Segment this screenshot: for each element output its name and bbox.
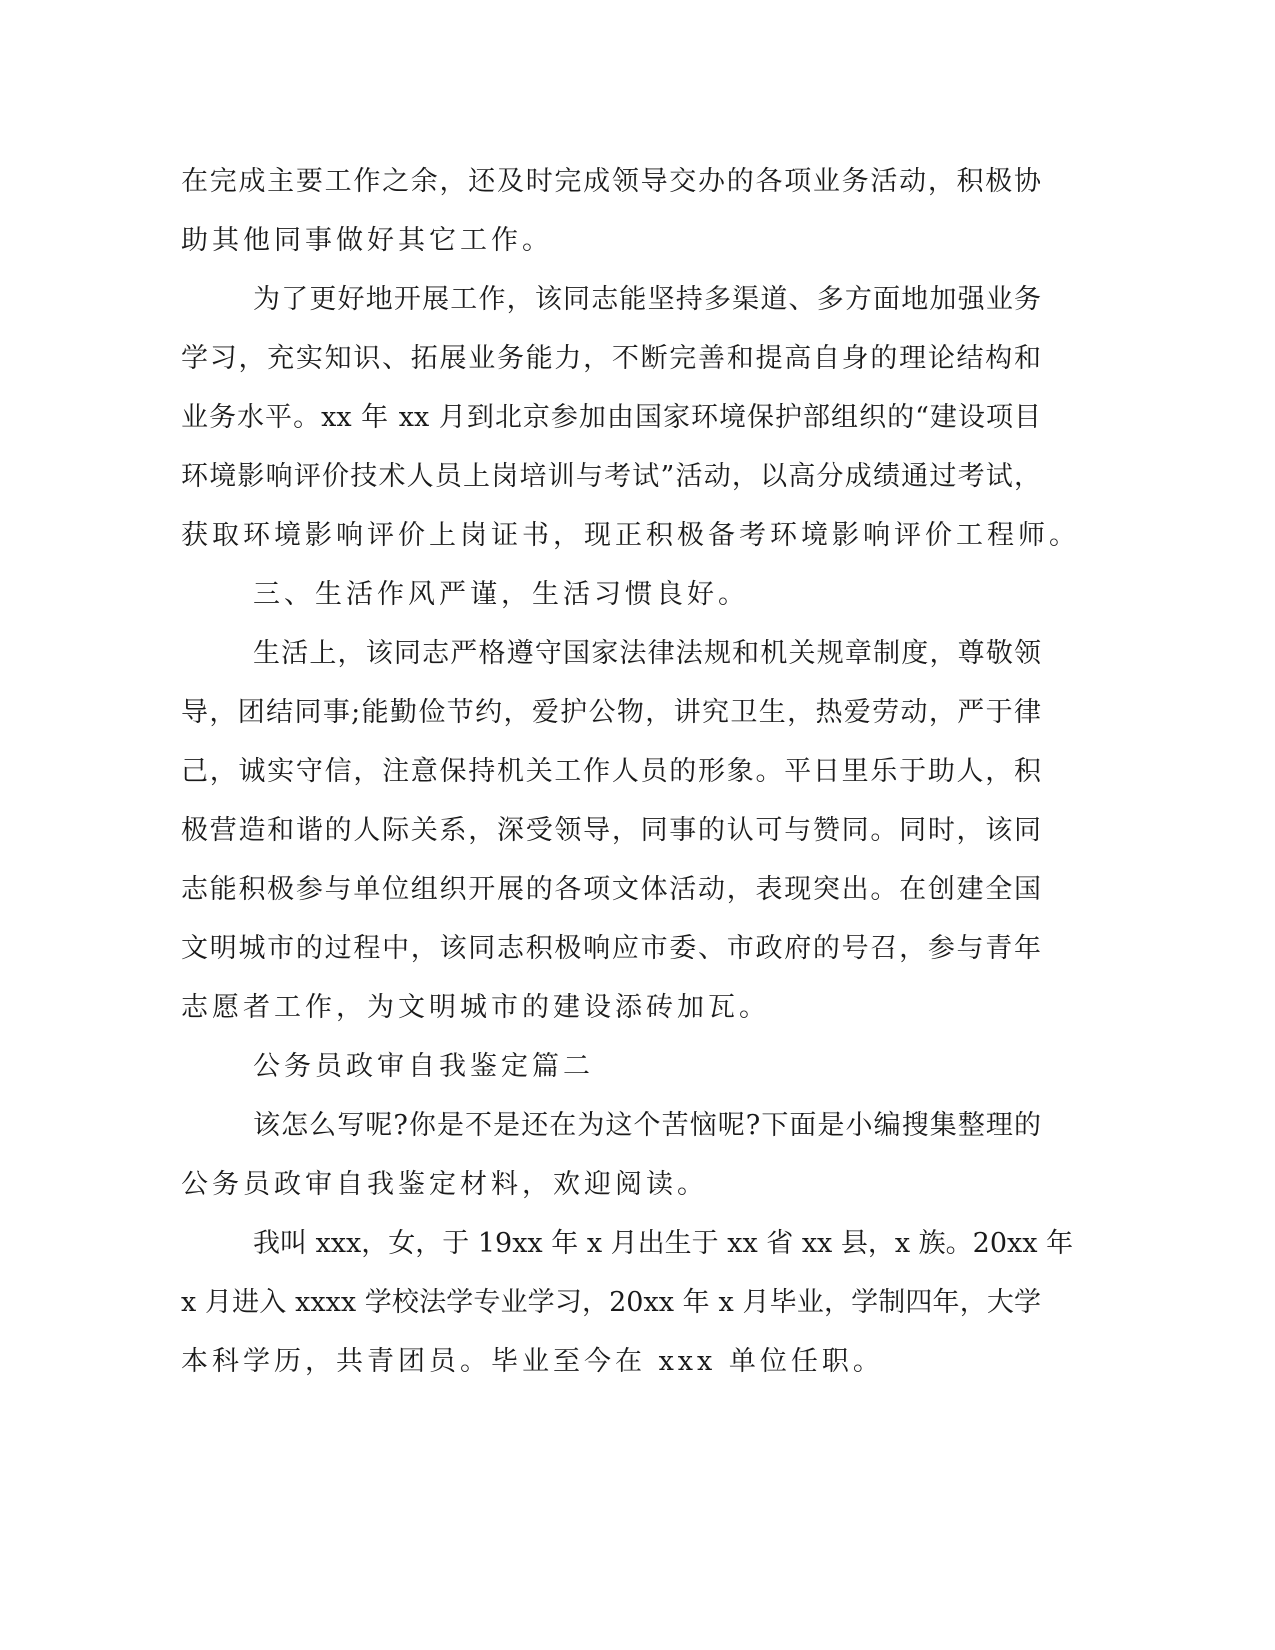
text-line: 助其他同事做好其它工作。 <box>181 225 553 256</box>
text-line: 业务水平。xx 年 xx 月到北京参加由国家环境保护部组织的“建设项目 <box>181 402 1041 433</box>
text-line: 学习，充实知识、拓展业务能力，不断完善和提高自身的理论结构和 <box>181 343 1041 374</box>
text-line: 环境影响评价技术人员上岗培训与考试”活动，以高分成绩通过考试， <box>181 461 1041 492</box>
text-line: 我叫 xxx，女，于 19xx 年 x 月出生于 xx 省 xx 县，x 族。20xx 年 <box>253 1228 1074 1259</box>
section-heading: 三、生活作风严谨，生活习惯良好。 <box>253 579 749 610</box>
text-line: 公务员政审自我鉴定材料，欢迎阅读。 <box>181 1169 708 1200</box>
text-line: 己，诚实守信，注意保持机关工作人员的形象。平日里乐于助人，积 <box>181 756 1041 787</box>
text-line: 在完成主要工作之余，还及时完成领导交办的各项业务活动，积极协 <box>181 166 1041 197</box>
text-line: 志能积极参与单位组织开展的各项文体活动，表现突出。在创建全国 <box>181 874 1041 905</box>
text-line: 导，团结同事;能勤俭节约，爱护公物，讲究卫生，热爱劳动，严于律 <box>181 697 1041 728</box>
text-line: x 月进入 xxxx 学校法学专业学习，20xx 年 x 月毕业，学制四年，大学 <box>181 1287 1041 1318</box>
text-line: 本科学历，共青团员。毕业至今在 xxx 单位任职。 <box>181 1346 884 1377</box>
text-line: 为了更好地开展工作，该同志能坚持多渠道、多方面地加强业务 <box>253 284 1041 315</box>
text-line: 获取环境影响评价上岗证书，现正积极备考环境影响评价工程师。 <box>181 520 1080 551</box>
section-title: 公务员政审自我鉴定篇二 <box>253 1051 594 1082</box>
text-line: 极营造和谐的人际关系，深受领导，同事的认可与赞同。同时，该同 <box>181 815 1041 846</box>
text-line: 该怎么写呢?你是不是还在为这个苦恼呢?下面是小编搜集整理的 <box>253 1110 1041 1141</box>
text-line: 生活上，该同志严格遵守国家法律法规和机关规章制度，尊敬领 <box>253 638 1041 669</box>
document-body <box>181 152 1080 1391</box>
text-line: 志愿者工作，为文明城市的建设添砖加瓦。 <box>181 992 770 1023</box>
text-line: 文明城市的过程中，该同志积极响应市委、市政府的号召，参与青年 <box>181 933 1041 964</box>
